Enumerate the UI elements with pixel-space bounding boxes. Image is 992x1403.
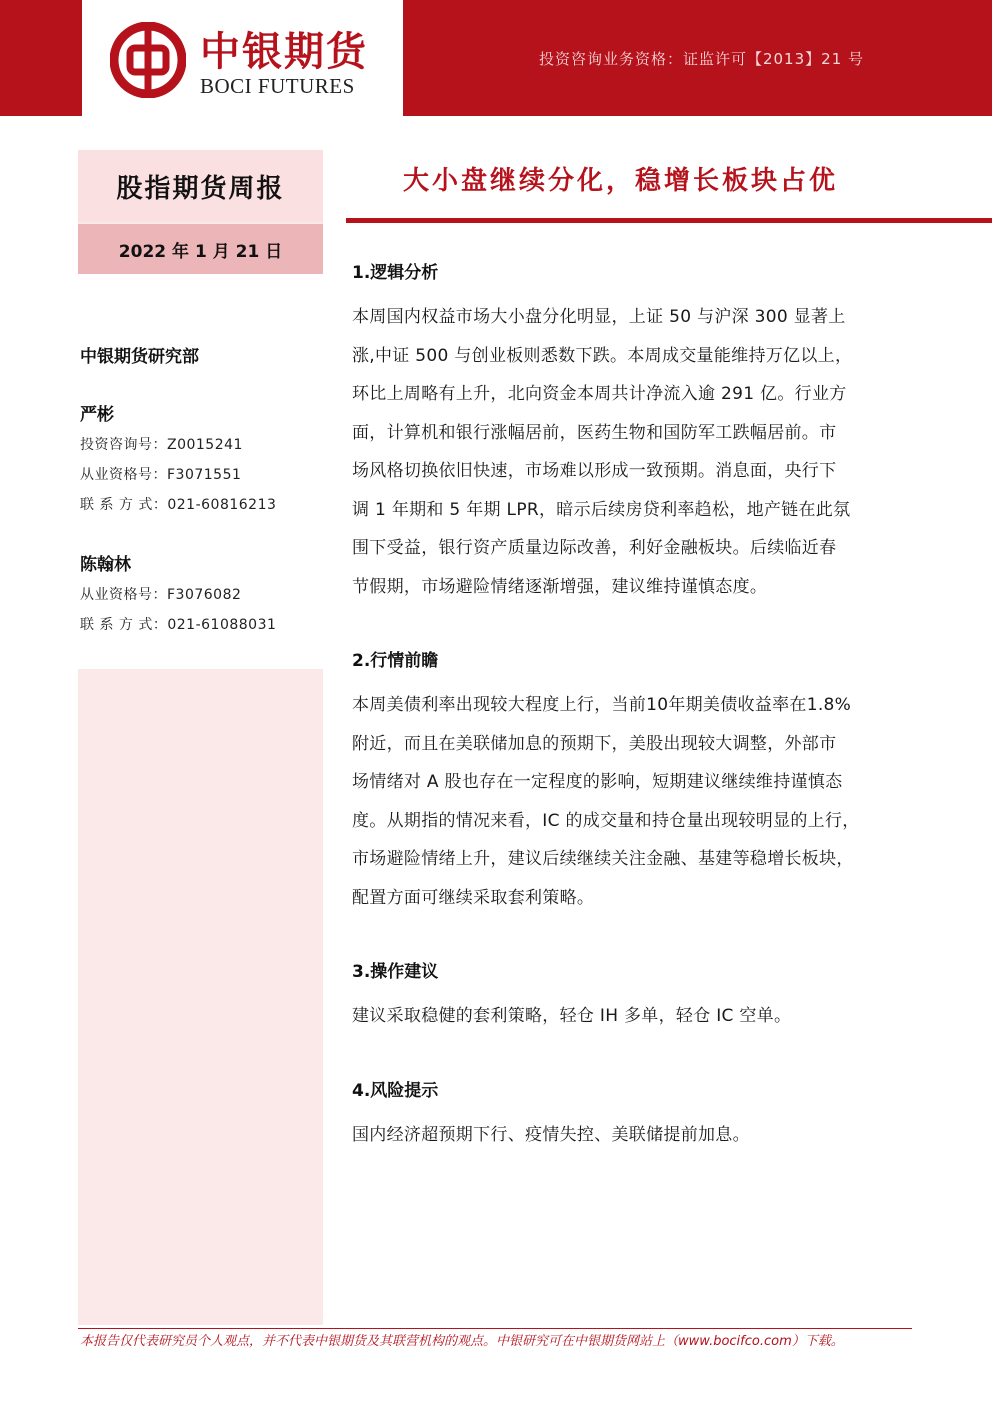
analyst-info-line: 投资咨询号：Z0015241 <box>80 437 243 453</box>
paragraph-line: 附近，而且在美联储加息的预期下，美股出现较大调整，外部市 <box>352 733 837 754</box>
brand-name-en: BOCI FUTURES <box>200 74 355 98</box>
report-body <box>352 258 912 1154</box>
paragraph-line: 配置方面可继续采取套利策略。 <box>352 887 595 908</box>
report-date: 2022 年 1 月 21 日 <box>118 241 283 262</box>
paragraph-line: 涨,中证 500 与创业板则悉数下跌。本周成交量能维持万亿以上， <box>352 345 853 366</box>
report-title: 大小盘继续分化，稳增长板块占优 <box>403 166 839 196</box>
paragraph-line: 围下受益，银行资产质量边际改善，利好金融板块。后续临近春 <box>352 538 837 558</box>
paragraph-line: 国内经济超预期下行、疫情失控、美联储提前加息。 <box>352 1124 750 1145</box>
footer-disclaimer: 本报告仅代表研究员个人观点，并不代表中银期货及其联营机构的观点。中银研究可在中银期货网站上（www.bocifco.com）下载。 <box>80 1334 844 1349</box>
department-name: 中银期货研究部 <box>80 347 199 367</box>
footer-divider <box>78 1328 912 1329</box>
section-heading: 4.风险提示 <box>352 1080 439 1101</box>
report-type: 股指期货周报 <box>116 173 285 204</box>
section-paragraph <box>352 1116 912 1155</box>
section-paragraph <box>352 997 912 1036</box>
section-heading: 2.行情前瞻 <box>352 651 439 671</box>
report-type-box <box>78 150 323 222</box>
title-divider <box>346 218 992 223</box>
paragraph-line: 场情绪对 A 股也存在一定程度的影响，短期建议继续维持谨慎态 <box>352 772 843 792</box>
section-heading: 1.逻辑分析 <box>352 263 439 283</box>
paragraph-line: 场风格切换依旧快速，市场难以形成一致预期。消息面，央行下 <box>352 461 837 481</box>
paragraph-line: 本周美债利率出现较大程度上行，当前10年期美债收益率在1.8% <box>352 695 852 715</box>
paragraph-line: 建议采取稳健的套利策略，轻仓 IH 多单，轻仓 IC 空单。 <box>352 1006 792 1026</box>
paragraph-line: 本周国内权益市场大小盘分化明显，上证 50 与沪深 300 显著上 <box>352 307 846 327</box>
paragraph-line: 面，计算机和银行涨幅居前，医药生物和国防军工跌幅居前。市 <box>352 422 837 443</box>
boc-seal-icon <box>110 22 186 98</box>
sidebar <box>78 150 323 1325</box>
analyst-name: 陈翰林 <box>80 555 131 575</box>
analyst-info-line: 从业资格号：F3071551 <box>80 467 242 483</box>
report-date-box <box>78 224 323 274</box>
header-left-bar <box>0 0 82 116</box>
paragraph-line: 度。从期指的情况来看，IC 的成交量和持仓量出现较明显的上行， <box>352 810 860 831</box>
paragraph-line: 节假期，市场避险情绪逐渐增强，建议维持谨慎态度。 <box>352 576 768 597</box>
analyst-info-line: 从业资格号：F3076082 <box>80 587 242 603</box>
brand-name-cn: 中银期货 <box>200 28 368 75</box>
analyst-name: 严彬 <box>80 405 114 425</box>
paragraph-line: 市场避险情绪上升，建议后续继续关注金融、基建等稳增长板块， <box>352 849 854 869</box>
section-paragraph <box>352 686 912 917</box>
analyst-info-line: 联 系 方 式：021-60816213 <box>80 497 277 513</box>
license-text: 投资咨询业务资格：证监许可【2013】21 号 <box>538 50 864 68</box>
paragraph-line: 环比上周略有上升，北向资金本周共计净流入逾 291 亿。行业方 <box>352 384 847 404</box>
section-paragraph <box>352 298 912 606</box>
analyst-info-line: 联 系 方 式：021-61088031 <box>80 617 277 633</box>
paragraph-line: 调 1 年期和 5 年期 LPR，暗示后续房贷利率趋松，地产链在此氛 <box>352 499 851 520</box>
brand-logo <box>110 18 380 98</box>
section-heading: 3.操作建议 <box>352 962 439 982</box>
